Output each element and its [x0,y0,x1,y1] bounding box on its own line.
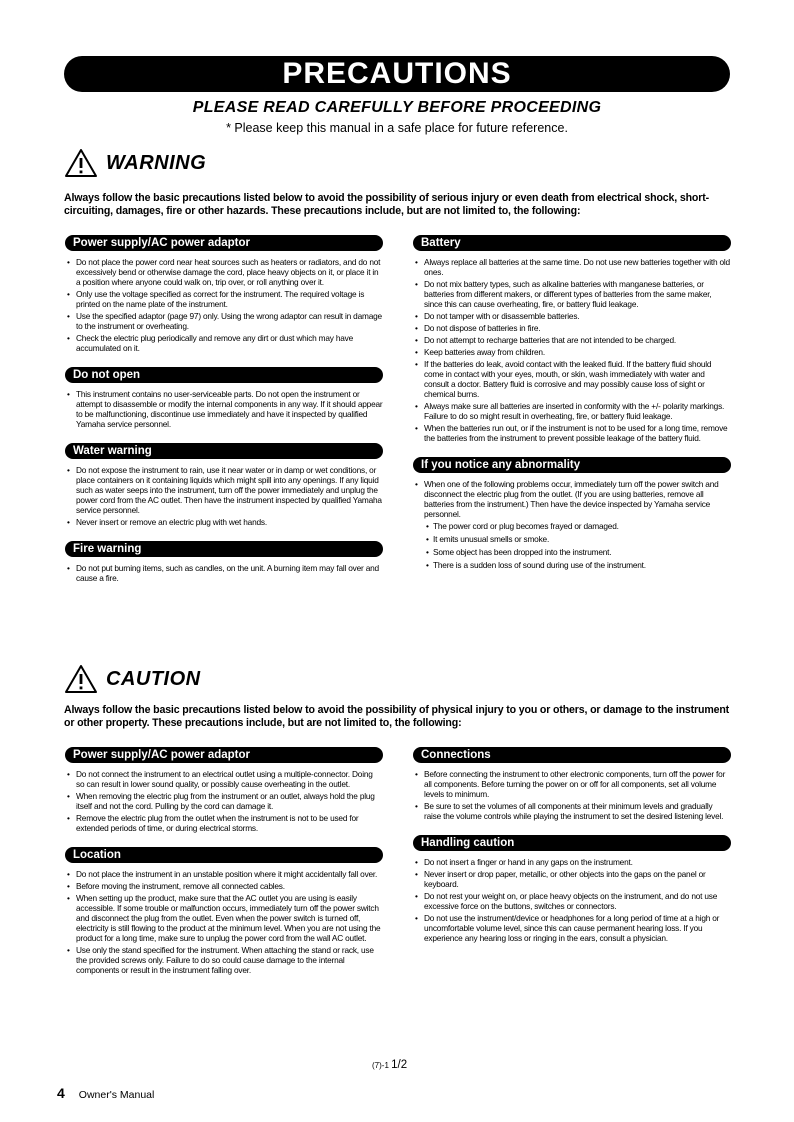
list-item: • Do not place the instrument in an unstable position where it might accidentally fall over. [65,869,383,879]
section-heading: Location [65,847,383,863]
list-item: • Use only the stand specified for the instrument. When attaching the stand or rack, use the provided screws only. Failure to do so could cause damage to the internal components or result in the instrument falling over. [65,945,383,975]
section-heading: Do not open [65,367,383,383]
section-heading: Water warning [65,443,383,459]
list-item: • When one of the following problems occur, immediately turn off the power switch and disconnect the electric plug from the outlet. (If you are using batteries, remove all batteries from the instrument.) Then have the device inspected by Yamaha service personnel. [413,479,731,519]
list-item: • Do not use the instrument/device or headphones for a long period of time at a high or uncomfortable volume level, since this can cause permanent hearing loss. If you experience any hearing loss or ringing in the ears, consult a physician. [413,913,731,943]
warning-abnormality-section [413,457,731,571]
list-item: • Before moving the instrument, remove all connected cables. [65,881,383,891]
section-heading: Handling caution [413,835,731,851]
list-item: • Do not attempt to recharge batteries that are not intended to be charged. [413,335,731,345]
list-item: • When the batteries run out, or if the instrument is not to be used for a long time, remove the batteries from the instrument to prevent possible leakage of the battery fluid. [413,423,731,443]
warning-heading [64,148,206,178]
list-item: • Use the specified adaptor (page 97) only. Using the wrong adaptor can result in damage to the instrument or overheating. [65,311,383,331]
sub-list-item: • It emits unusual smells or smoke. [413,534,731,545]
list-item: • Do not expose the instrument to rain, use it near water or in damp or wet conditions, or place containers on it containing liquids which might spill into any openings. If any liquid such as water seeps into the instrument, turn off the power immediately and unplug the power cord from the AC outlet. Then have the instrument inspected by qualified Yamaha service personnel. [65,465,383,515]
warning-right-column [413,235,731,585]
manual-label: Owner's Manual [78,1089,155,1101]
list-item: • Do not put burning items, such as candles, on the unit. A burning item may fall over and cause a fire. [65,563,383,583]
sub-list-item: • Some object has been dropped into the instrument. [413,547,731,558]
warning-battery-section [413,235,731,443]
list-item: • Before connecting the instrument to other electronic components, turn off the power for all components. Before turning the power on or off for all components, set all volume levels to minimum. [413,769,731,799]
list-item: • Remove the electric plug from the outlet when the instrument is not to be used for extended periods of time, or during electrical storms. [65,813,383,833]
page-footer [57,1085,154,1101]
document-code-number: (7)-1 [372,1061,389,1070]
document-code [372,1059,407,1071]
section-heading: Connections [413,747,731,763]
section-heading: Fire warning [65,541,383,557]
warning-water-section [65,443,383,527]
list-item: • Never insert or remove an electric plug with wet hands. [65,517,383,527]
list-item: • Do not connect the instrument to an electrical outlet using a multiple-connector. Doing so can result in lower sound quality, or possibly cause overheating in the outlet. [65,769,383,789]
list-item: • When setting up the product, make sure that the AC outlet you are using is easily accessible. If some trouble or malfunction occurs, immediately turn off the power switch and disconnect the plug from the outlet. Even when the power switch is turned off, electricity is still flowing to the product at the minimum level. When you are not using the product for a long time, make sure to unplug the power cord from the wall AC outlet. [65,893,383,943]
page-title: PRECAUTIONS [282,57,512,90]
caution-location-section [65,847,383,975]
caution-right-column [413,747,731,957]
list-item: • Always replace all batteries at the same time. Do not use new batteries together with old ones. [413,257,731,277]
list-item: • Check the electric plug periodically and remove any dirt or dust which may have accumulated on it. [65,333,383,353]
section-heading: Power supply/AC power adaptor [65,235,383,251]
list-item: • Keep batteries away from children. [413,347,731,357]
list-item: • This instrument contains no user-serviceable parts. Do not open the instrument or attempt to disassemble or modify the internal components in any way. If it should appear to be malfunctioning, discontinue use immediately and have it inspected by qualified Yamaha service personnel. [65,389,383,429]
list-item: • Be sure to set the volumes of all components at their minimum levels and gradually raise the volume controls while playing the instrument to set the desired listening level. [413,801,731,821]
list-item: • Do not rest your weight on, or place heavy objects on the instrument, and do not use excessive force on the buttons, switches or connectors. [413,891,731,911]
caution-title: CAUTION [106,667,201,690]
list-item: • Do not place the power cord near heat sources such as heaters or radiators, and do not excessively bend or otherwise damage the cord, place heavy objects on it, or place it in a position where anyone could walk on, trip over, or roll anything over it. [65,257,383,287]
warning-power-section [65,235,383,353]
list-item: • Never insert or drop paper, metallic, or other objects into the gaps on the panel or keyboard. [413,869,731,889]
section-heading: Battery [413,235,731,251]
caution-power-section [65,747,383,833]
section-heading: If you notice any abnormality [413,457,731,473]
caution-connections-section [413,747,731,821]
list-item: • Do not insert a finger or hand in any gaps on the instrument. [413,857,731,867]
list-item: • Do not mix battery types, such as alkaline batteries with manganese batteries, or batteries from different makers, or different types of batteries from the same maker, since this can cause overheating, fire, or battery fluid leakage. [413,279,731,309]
list-item: • When removing the electric plug from the instrument or an outlet, always hold the plug itself and not the cord. Pulling by the cord can damage it. [65,791,383,811]
warning-title: WARNING [106,151,207,174]
list-item: • Only use the voltage specified as correct for the instrument. The required voltage is printed on the name plate of the instrument. [65,289,383,309]
sub-list-item: • The power cord or plug becomes frayed or damaged. [413,521,731,532]
list-item: • Do not tamper with or disassemble batteries. [413,311,731,321]
page-number: 4 [57,1085,65,1101]
page-subtitle: PLEASE READ CAREFULLY BEFORE PROCEEDING [192,99,602,116]
keep-manual-note: * Please keep this manual in a safe place for future reference. [226,121,568,135]
warning-intro: Always follow the basic precautions listed below to avoid the possibility of serious injury or even death from electrical shock, short-circuiting, damages, fire or other hazards. These precautions include, but are not limited to, the following: [64,192,709,217]
caution-left-column [65,747,383,989]
caution-heading [64,664,201,694]
list-item: • Always make sure all batteries are inserted in conformity with the +/- polarity markings. Failure to do so might result in overheating, fire, or battery fluid leakage. [413,401,731,421]
section-heading: Power supply/AC power adaptor [65,747,383,763]
page-fraction: 1/2 [391,1059,408,1071]
list-item: • Do not dispose of batteries in fire. [413,323,731,333]
warning-fire-section [65,541,383,583]
caution-intro: Always follow the basic precautions listed below to avoid the possibility of physical injury to you or others, or damage to the instrument or other property. These precautions include, but are not limited to, the following: [64,704,730,729]
warning-left-column [65,235,383,597]
warning-open-section [65,367,383,429]
sub-list-item: • There is a sudden loss of sound during use of the instrument. [413,560,731,571]
warning-triangle-icon [64,148,98,178]
caution-triangle-icon [64,664,98,694]
precautions-banner [64,56,730,92]
list-item: • If the batteries do leak, avoid contact with the leaked fluid. If the battery fluid should come in contact with your eyes, mouth, or skin, wash immediately with water and consult a doctor. Battery fluid is corrosive and may possibly cause loss of sight or chemical burns. [413,359,731,399]
caution-handling-section [413,835,731,943]
